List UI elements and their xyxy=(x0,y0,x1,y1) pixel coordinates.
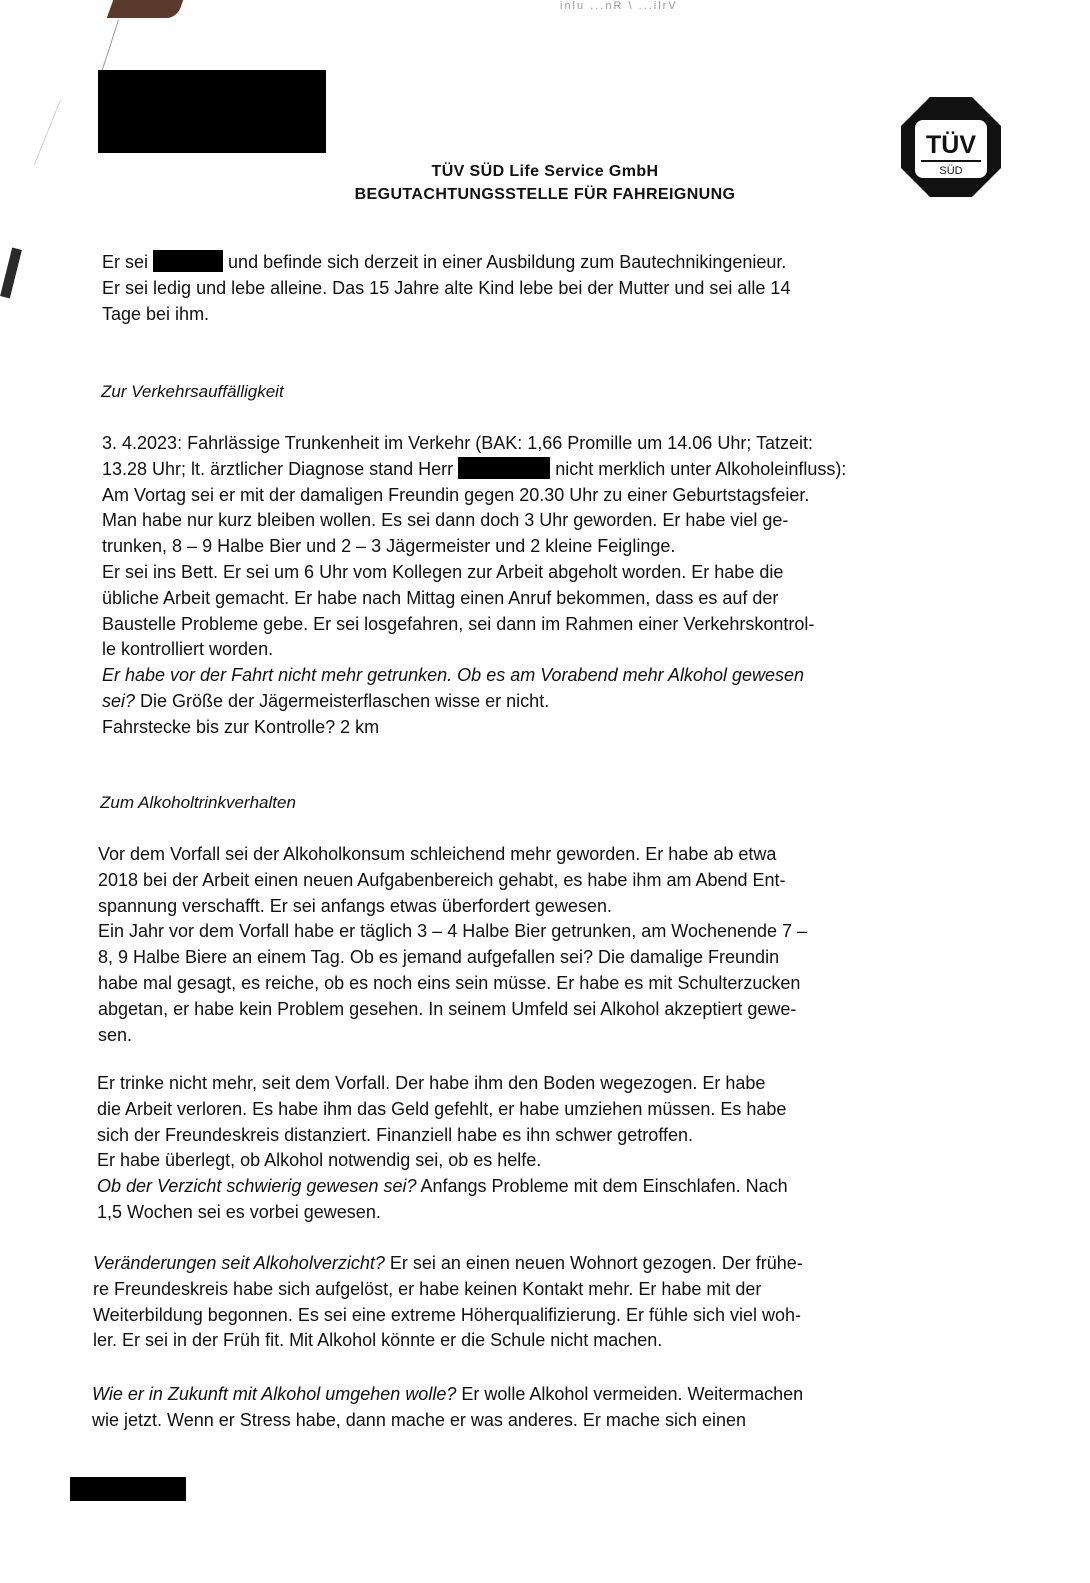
logo-main-text: TÜV xyxy=(926,131,976,159)
redaction-footer xyxy=(70,1477,186,1501)
text-line: Baustelle Probleme gebe. Er sei losgefahren, sei dann im Rahmen einer Verkehrskontrol- xyxy=(102,613,815,634)
text-line: Wie er in Zukunft mit Alkohol umgehen wolle? Er wolle Alkohol vermeiden. Weitermachen xyxy=(92,1384,804,1404)
text-line: Weiterbildung begonnen. Es sei eine extreme Höherqualifizierung. Er fühle sich viel woh- xyxy=(93,1304,802,1325)
traffic-paragraph xyxy=(102,431,846,741)
drinking-paragraph-4 xyxy=(92,1382,803,1434)
text-line: 1,5 Wochen sei es vorbei gewesen. xyxy=(97,1201,381,1222)
text-line: ler. Er sei in der Früh fit. Mit Alkohol könnte er die Schule nicht machen. xyxy=(93,1330,663,1351)
text-line: sei? Die Größe der Jägermeisterflaschen wisse er nicht. xyxy=(102,690,550,711)
scan-artifact-line xyxy=(101,20,119,74)
text-line: Tage bei ihm. xyxy=(102,303,210,324)
text-line: Ob der Verzicht schwierig gewesen sei? Anfangs Probleme mit dem Einschlafen. Nach xyxy=(97,1176,788,1197)
text-line-question: Er habe vor der Fahrt nicht mehr getrunken. Ob es am Vorabend mehr Alkohol gewesen xyxy=(102,665,805,686)
section-heading-traffic: Zur Verkehrsauffälligkeit xyxy=(101,382,284,401)
department-name: BEGUTACHTUNGSSTELLE FÜR FAHREIGNUNG xyxy=(354,186,736,203)
text-line: Ein Jahr vor dem Vorfall habe er täglich 3 – 4 Halbe Bier getrunken, am Wochenende 7 – xyxy=(98,921,808,942)
text-line: Am Vortag sei er mit der damaligen Freundin gegen 20.30 Uhr zu einer Geburtstagsfeier. xyxy=(102,484,810,505)
text-line: 3. 4.2023: Fahrlässige Trunkenheit im Verkehr (BAK: 1,66 Promille um 14.06 Uhr; Tatzeit: xyxy=(102,433,814,453)
top-noise-text: inlu ...nR \ ...ilrV xyxy=(560,0,678,12)
personal-paragraph xyxy=(102,250,790,327)
text-line: die Arbeit verloren. Es habe ihm das Geld gefehlt, er habe umziehen müssen. Es habe xyxy=(97,1098,787,1119)
company-name: TÜV SÜD Life Service GmbH xyxy=(431,163,659,180)
text-line: trunken, 8 – 9 Halbe Bier und 2 – 3 Jägermeister und 2 kleine Feiglinge. xyxy=(102,536,676,557)
text-line: wie jetzt. Wenn er Stress habe, dann mache er was anderes. Er mache sich einen xyxy=(92,1409,747,1430)
text-line: spannung verschafft. Er sei anfangs etwas überfordert gewesen. xyxy=(98,895,612,916)
scan-artifact-line-faint xyxy=(34,100,61,165)
text-line: Fahrstecke bis zur Kontrolle? 2 km xyxy=(102,716,380,737)
text-line: Er sei ledig und lebe alleine. Das 15 Jahre alte Kind lebe bei der Mutter und sei alle 14 xyxy=(102,277,791,298)
text-line: Er trinke nicht mehr, seit dem Vorfall. Der habe ihm den Boden wegezogen. Er habe xyxy=(97,1073,766,1093)
text-line: übliche Arbeit gemacht. Er habe nach Mittag einen Anruf bekommen, dass es auf der xyxy=(102,587,779,608)
text-line: Er sei und befinde sich derzeit in einer Ausbildung zum Bautechnikingenieur. xyxy=(102,252,787,272)
tuv-sud-logo-icon xyxy=(899,95,1003,199)
scan-artifact-mark xyxy=(0,248,22,299)
text-line: Man habe nur kurz bleiben wollen. Es sei dann doch 3 Uhr geworden. Er habe viel ge- xyxy=(102,510,789,531)
text-line: sich der Freundeskreis distanziert. Finanziell habe es ihn schwer getroffen. xyxy=(97,1124,693,1145)
text-line: Veränderungen seit Alkoholverzicht? Er sei an einen neuen Wohnort gezogen. Der frühe- xyxy=(93,1253,803,1273)
drinking-paragraph-2 xyxy=(97,1071,788,1226)
text-line: le kontrolliert worden. xyxy=(102,639,274,660)
text-line: Er habe überlegt, ob Alkohol notwendig sei, ob es helfe. xyxy=(97,1150,542,1171)
text-line: Er sei ins Bett. Er sei um 6 Uhr vom Kollegen zur Arbeit abgeholt worden. Er habe die xyxy=(102,561,784,582)
inline-redaction xyxy=(153,250,223,272)
text-line: 2018 bei der Arbeit einen neuen Aufgabenbereich gehabt, es habe ihm am Abend Ent- xyxy=(98,869,786,890)
inline-redaction xyxy=(458,457,550,479)
drinking-paragraph-1 xyxy=(98,842,807,1048)
text-line: sen. xyxy=(98,1024,133,1045)
logo-sub-text: SÜD xyxy=(939,165,963,177)
text-line: 8, 9 Halbe Biere an einem Tag. Ob es jemand aufgefallen sei? Die damalige Freundin xyxy=(98,947,780,968)
redaction-address-block xyxy=(98,70,326,153)
section-heading-drinking: Zum Alkoholtrinkverhalten xyxy=(100,793,296,812)
text-line: abgetan, er habe kein Problem gesehen. In seinem Umfeld sei Alkohol akzeptiert gewe- xyxy=(98,998,797,1019)
scan-artifact-corner xyxy=(107,0,184,18)
text-line: Vor dem Vorfall sei der Alkoholkonsum schleichend mehr geworden. Er habe ab etwa xyxy=(98,844,777,864)
drinking-paragraph-3 xyxy=(93,1251,803,1354)
text-line: habe mal gesagt, es reiche, ob es noch eins sein müsse. Er habe es mit Schulterzucken xyxy=(98,972,801,993)
text-line: 13.28 Uhr; lt. ärztlicher Diagnose stand Herr nicht merklich unter Alkoholeinfluss): xyxy=(102,458,847,479)
text-line: re Freundeskreis habe sich aufgelöst, er habe keinen Kontakt mehr. Er habe mit der xyxy=(93,1278,762,1299)
